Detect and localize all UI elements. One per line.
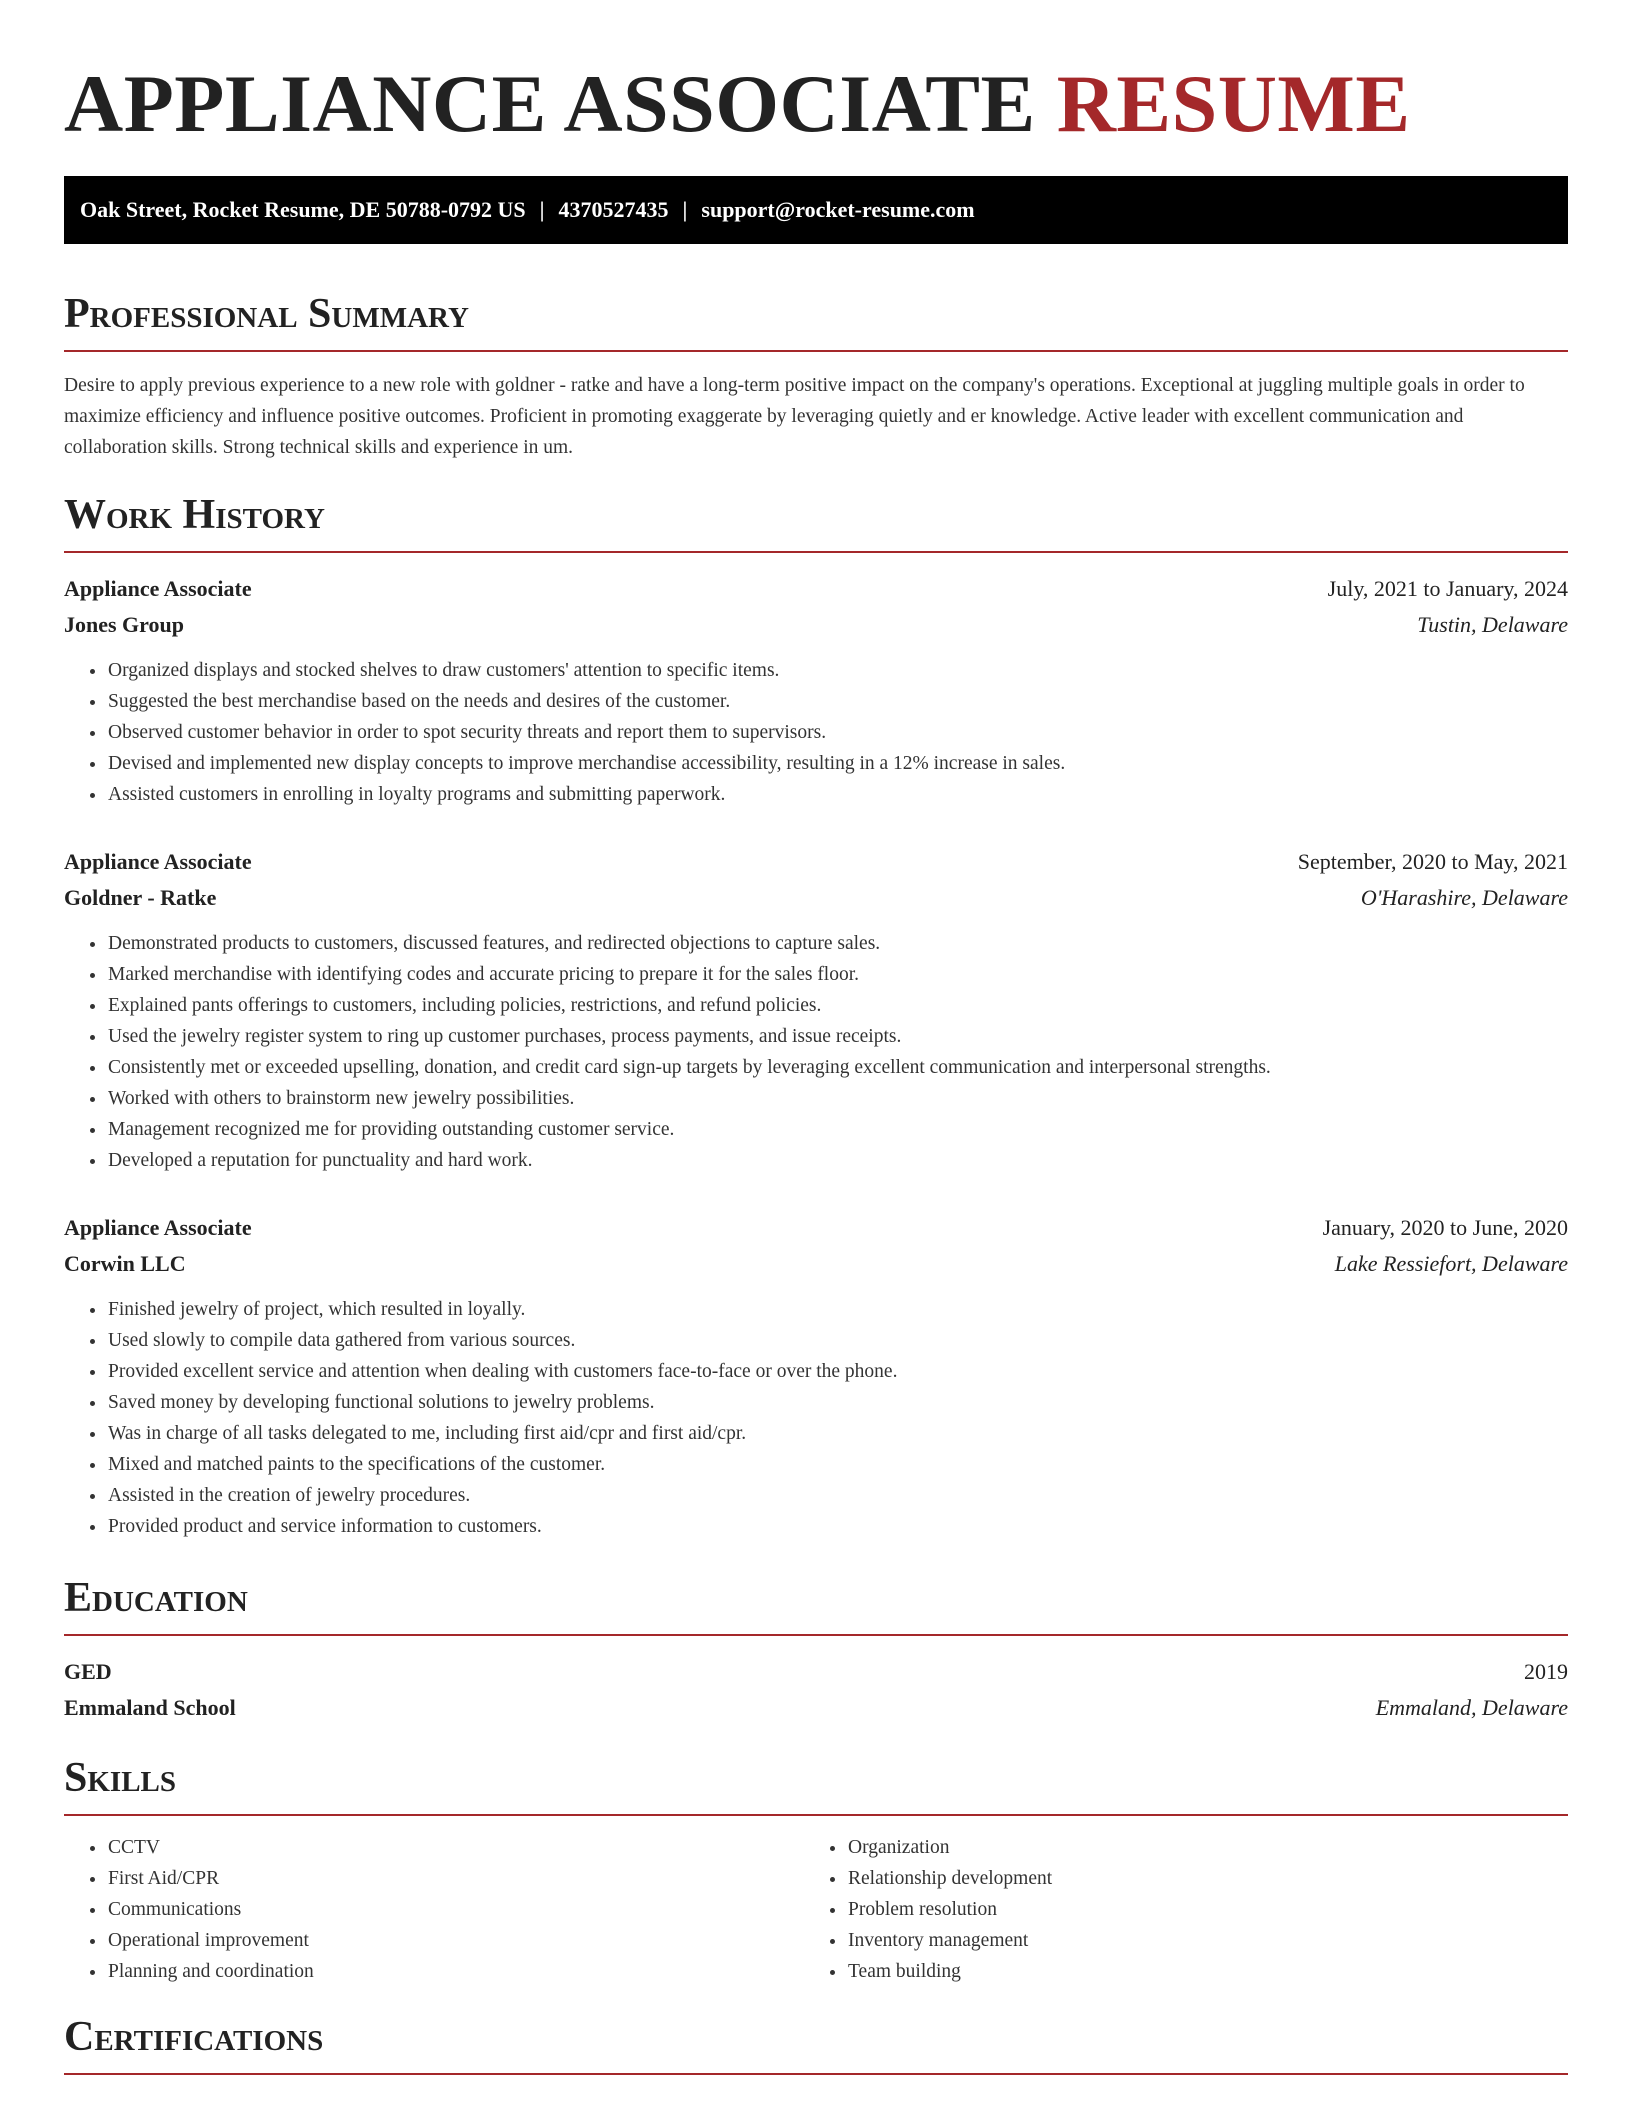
education-entry xyxy=(64,1654,1568,1726)
title-main: APPLIANCE ASSOCIATE xyxy=(64,58,1036,149)
job-company-row xyxy=(64,607,1568,643)
education-year: 2019 xyxy=(1524,1659,1568,1684)
job-company: Corwin LLC xyxy=(64,1251,186,1276)
list-item: • Assisted in the creation of jewelry procedures. xyxy=(107,1480,1568,1511)
skills-grid xyxy=(64,1832,1568,1987)
job-bullets xyxy=(64,1294,1568,1542)
list-item: • Consistently met or exceeded upselling, donation, and credit card sign-up targets by leveraging excellent communication and interpersonal strengths. xyxy=(107,1052,1568,1083)
job-bullets xyxy=(64,928,1568,1176)
skills-section xyxy=(64,1752,1568,1987)
job-title-row xyxy=(64,1210,1568,1246)
list-item: • Developed a reputation for punctuality and hard work. xyxy=(107,1145,1568,1176)
job-dates: July, 2021 to January, 2024 xyxy=(1327,576,1568,601)
job-company-row xyxy=(64,880,1568,916)
education-section xyxy=(64,1572,1568,1726)
skill-item: • Organization xyxy=(847,1832,1544,1863)
skills-list-right xyxy=(804,1832,1544,1987)
list-item: • Demonstrated products to customers, discussed features, and redirected objections to capture sales. xyxy=(107,928,1568,959)
education-school: Emmaland School xyxy=(64,1695,236,1720)
job-dates: January, 2020 to June, 2020 xyxy=(1322,1215,1568,1240)
contact-phone: 4370527435 xyxy=(558,197,669,222)
resume-title xyxy=(64,0,1568,152)
contact-address: Oak Street, Rocket Resume, DE 50788-0792 US xyxy=(80,197,526,222)
skills-heading: Skills xyxy=(64,1752,1568,1816)
skill-item: • First Aid/CPR xyxy=(107,1863,804,1894)
job-location: Lake Ressiefort, Delaware xyxy=(1334,1251,1568,1276)
list-item: • Was in charge of all tasks delegated to me, including first aid/cpr and first aid/cpr. xyxy=(107,1418,1568,1449)
job-entry xyxy=(64,1210,1568,1542)
list-item: • Devised and implemented new display concepts to improve merchandise accessibility, resulting in a 12% increase in sales. xyxy=(107,748,1568,779)
skill-item: • Inventory management xyxy=(847,1925,1544,1956)
list-item: • Observed customer behavior in order to spot security threats and report them to supervisors. xyxy=(107,717,1568,748)
job-company: Goldner - Ratke xyxy=(64,885,217,910)
list-item: • Organized displays and stocked shelves to draw customers' attention to specific items. xyxy=(107,655,1568,686)
work-history-heading: Work History xyxy=(64,489,1568,553)
contact-separator: | xyxy=(682,197,688,222)
contact-email[interactable]: support@rocket-resume.com xyxy=(701,197,975,222)
certifications-section xyxy=(64,2011,1568,2075)
education-degree-row xyxy=(64,1654,1568,1690)
list-item: • Suggested the best merchandise based on the needs and desires of the customer. xyxy=(107,686,1568,717)
education-degree: GED xyxy=(64,1659,112,1684)
list-item: • Assisted customers in enrolling in loyalty programs and submitting paperwork. xyxy=(107,779,1568,810)
skill-item: • Problem resolution xyxy=(847,1894,1544,1925)
skill-item: • Relationship development xyxy=(847,1863,1544,1894)
skills-list-left xyxy=(64,1832,804,1987)
certifications-heading: Certifications xyxy=(64,2011,1568,2075)
list-item: • Used the jewelry register system to ring up customer purchases, process payments, and issue receipts. xyxy=(107,1021,1568,1052)
list-item: • Mixed and matched paints to the specifications of the customer. xyxy=(107,1449,1568,1480)
skill-item: • Communications xyxy=(107,1894,804,1925)
list-item: • Saved money by developing functional solutions to jewelry problems. xyxy=(107,1387,1568,1418)
title-accent: RESUME xyxy=(1056,58,1411,149)
summary-heading: Professional Summary xyxy=(64,288,1568,352)
list-item: • Marked merchandise with identifying codes and accurate pricing to prepare it for the sales floor. xyxy=(107,959,1568,990)
list-item: • Finished jewelry of project, which resulted in loyally. xyxy=(107,1294,1568,1325)
contact-bar xyxy=(64,176,1568,244)
job-entry xyxy=(64,844,1568,1176)
list-item: • Worked with others to brainstorm new jewelry possibilities. xyxy=(107,1083,1568,1114)
job-title: Appliance Associate xyxy=(64,576,252,601)
contact-separator: | xyxy=(539,197,545,222)
job-company-row xyxy=(64,1246,1568,1282)
job-location: O'Harashire, Delaware xyxy=(1360,885,1568,910)
job-company: Jones Group xyxy=(64,612,185,637)
job-title-row xyxy=(64,844,1568,880)
skill-item: • CCTV xyxy=(107,1832,804,1863)
list-item: • Management recognized me for providing outstanding customer service. xyxy=(107,1114,1568,1145)
job-title: Appliance Associate xyxy=(64,849,252,874)
skill-item: • Planning and coordination xyxy=(107,1956,804,1987)
summary-text: Desire to apply previous experience to a new role with goldner - ratke and have a long-term positive impact on the company's operations. Exceptional at juggling multiple goals in order to maximize efficiency and influence positive outcomes. Proficient in promoting exaggerate by leveraging quietly and er knowledge. Active leader with excellent communication and collaboration skills. Strong technical skills and experience in um. xyxy=(64,375,1525,458)
list-item: • Provided excellent service and attention when dealing with customers face-to-face or over the phone. xyxy=(107,1356,1568,1387)
work-history-section xyxy=(64,489,1568,1542)
education-school-row xyxy=(64,1690,1568,1726)
list-item: • Used slowly to compile data gathered from various sources. xyxy=(107,1325,1568,1356)
job-title: Appliance Associate xyxy=(64,1215,252,1240)
skill-item: • Team building xyxy=(847,1956,1544,1987)
job-bullets xyxy=(64,655,1568,810)
list-item: • Explained pants offerings to customers, including policies, restrictions, and refund policies. xyxy=(107,990,1568,1021)
summary-section xyxy=(64,288,1568,463)
job-title-row xyxy=(64,571,1568,607)
job-dates: September, 2020 to May, 2021 xyxy=(1297,849,1568,874)
skill-item: • Operational improvement xyxy=(107,1925,804,1956)
job-entry xyxy=(64,571,1568,810)
education-location: Emmaland, Delaware xyxy=(1375,1695,1568,1720)
job-location: Tustin, Delaware xyxy=(1417,612,1568,637)
list-item: • Provided product and service information to customers. xyxy=(107,1511,1568,1542)
education-heading: Education xyxy=(64,1572,1568,1636)
